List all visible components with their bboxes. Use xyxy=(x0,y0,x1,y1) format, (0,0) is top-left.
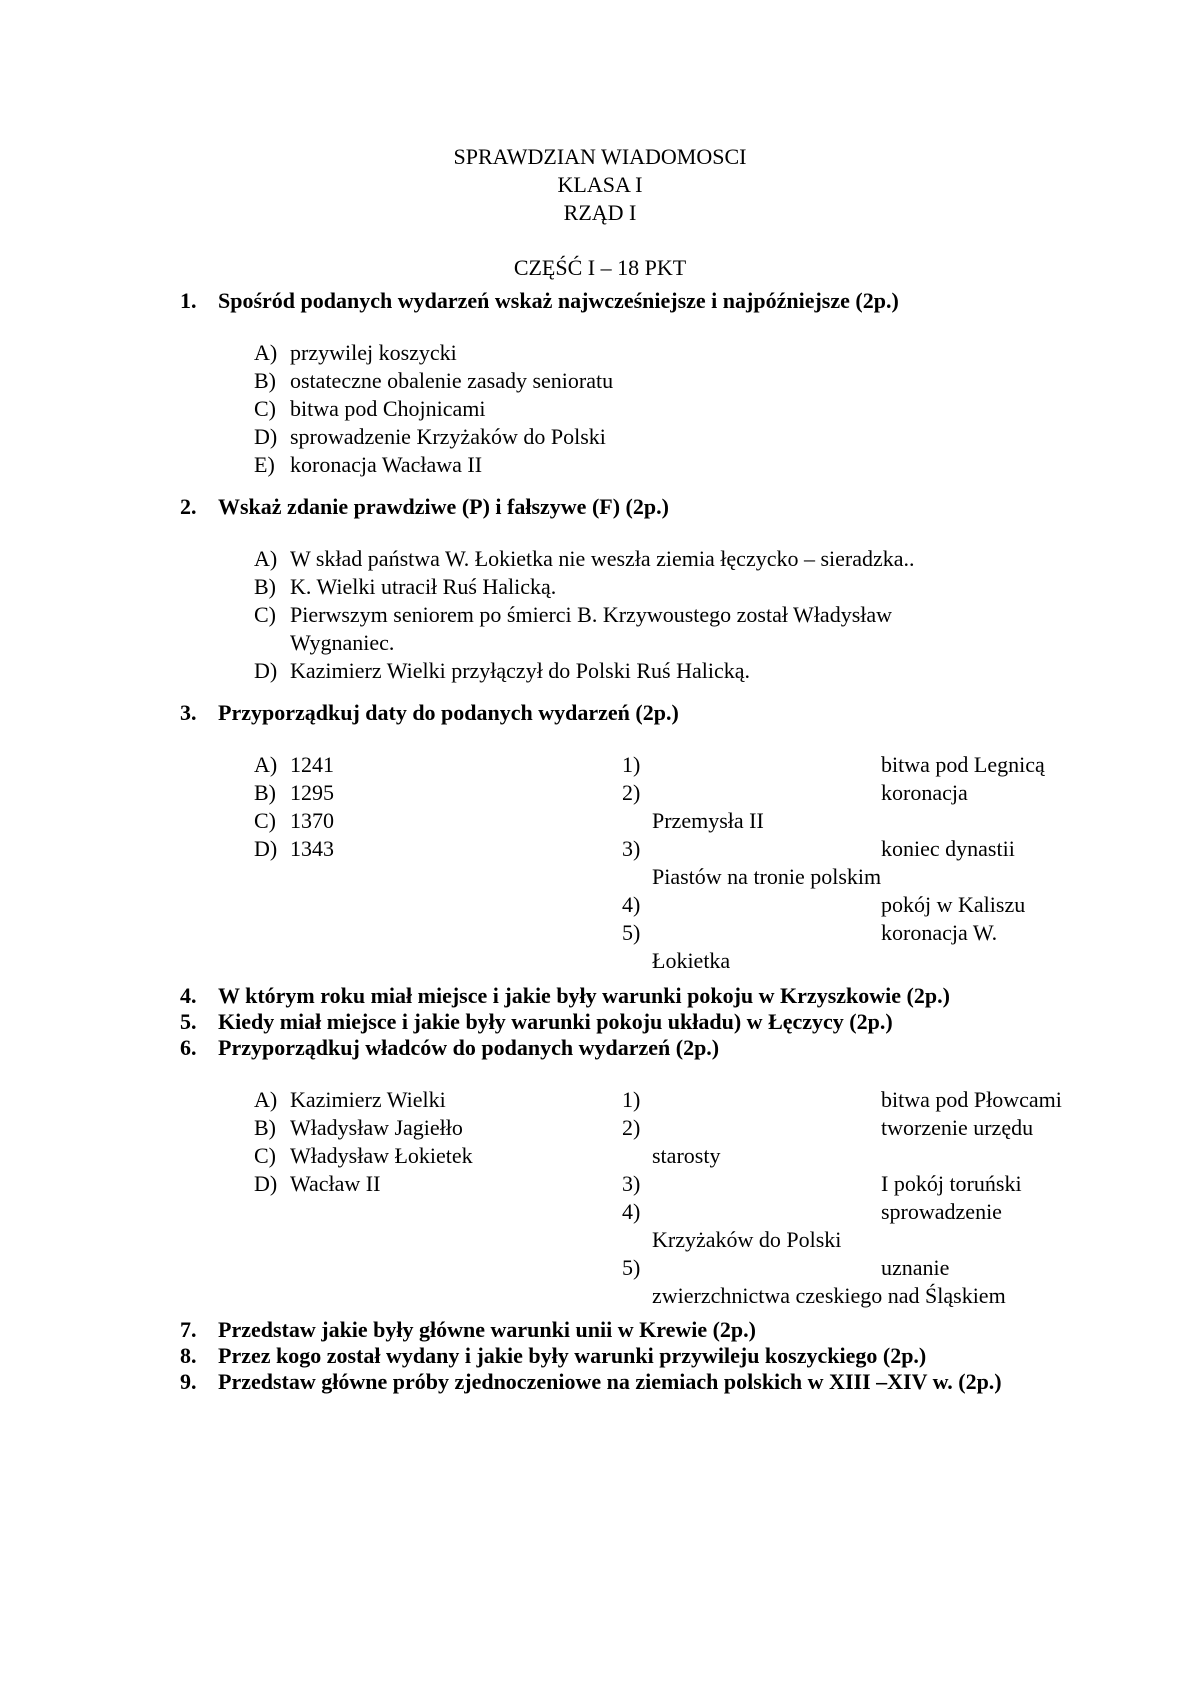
option-text: Kazimierz Wielki przyłączył do Polski Ruś Halicką. xyxy=(290,658,750,683)
event-text: koniec dynastii Piastów na tronie polskim xyxy=(652,836,1015,889)
event-text: bitwa pod Legnicą xyxy=(881,752,1045,777)
event-item xyxy=(622,1114,1062,1170)
event-item xyxy=(622,1254,1062,1310)
question-text: Przez kogo został wydany i jakie były warunki przywileju koszyckiego (2p.) xyxy=(218,1343,927,1368)
option xyxy=(254,545,970,573)
question-3-events xyxy=(622,751,1062,975)
event-item xyxy=(622,1170,1062,1198)
option-text: Kazimierz Wielki xyxy=(290,1087,446,1112)
option-letter: B) xyxy=(254,1115,276,1140)
question-9 xyxy=(180,1368,1070,1396)
option-text: Władysław Łokietek xyxy=(290,1143,473,1168)
option-text: Władysław Jagiełło xyxy=(290,1115,463,1140)
question-number: 7. xyxy=(180,1317,197,1342)
question-text: Spośród podanych wydarzeń wskaż najwcześniejsze i najpóźniejsze (2p.) xyxy=(218,288,899,313)
event-text: pokój w Kaliszu xyxy=(881,892,1026,917)
event-text: koronacja W. Łokietka xyxy=(652,920,998,973)
question-4 xyxy=(180,982,1080,1010)
option-letter: D) xyxy=(254,424,278,449)
option-letter: A) xyxy=(254,1087,278,1112)
option-letter: B) xyxy=(254,780,276,805)
event-item xyxy=(622,919,1062,975)
event-text: bitwa pod Płowcami xyxy=(881,1087,1062,1112)
option-text: sprowadzenie Krzyżaków do Polski xyxy=(290,424,606,449)
question-text: Przedstaw główne próby zjednoczeniowe na ziemiach polskich w XIII –XIV w. (2p.) xyxy=(218,1369,1002,1394)
class-label: KLASA I xyxy=(557,172,643,197)
option-letter: A) xyxy=(254,340,278,365)
option-text: W skład państwa W. Łokietka nie weszła ziemia łęczycko – sieradzka.. xyxy=(290,546,915,571)
question-number: 6. xyxy=(180,1035,197,1060)
question-8 xyxy=(180,1342,1080,1370)
group-label: RZĄD I xyxy=(563,200,637,225)
option-text: bitwa pod Chojnicami xyxy=(290,396,486,421)
event-number: 2) xyxy=(622,780,641,805)
event-item xyxy=(622,835,1062,891)
event-item xyxy=(622,891,1062,919)
event-item xyxy=(622,1198,1062,1254)
document-title: SPRAWDZIAN WIADOMOSCI xyxy=(453,144,747,169)
option-letter: A) xyxy=(254,546,278,571)
part-heading: CZĘŚĆ I – 18 PKT xyxy=(513,255,687,280)
option-letter: D) xyxy=(254,658,278,683)
option-letter: D) xyxy=(254,836,278,861)
option-text: 1343 xyxy=(290,836,334,861)
option-text: ostateczne obalenie zasady senioratu xyxy=(290,368,614,393)
event-number: 4) xyxy=(622,892,641,917)
question-number: 1. xyxy=(180,288,197,313)
question-text: Kiedy miał miejsce i jakie były warunki pokoju układu) w Łęczycy (2p.) xyxy=(218,1009,893,1034)
option-letter: C) xyxy=(254,1143,276,1168)
question-text: Przedstaw jakie były główne warunki unii w Krewie (2p.) xyxy=(218,1317,756,1342)
option-text: Wacław II xyxy=(290,1171,381,1196)
event-item xyxy=(622,1086,1062,1114)
option-text: 1241 xyxy=(290,752,334,777)
option-letter: E) xyxy=(254,452,275,477)
question-text: Przyporządkuj daty do podanych wydarzeń (2p.) xyxy=(218,700,679,725)
option-letter: C) xyxy=(254,396,276,421)
event-number: 4) xyxy=(622,1199,641,1224)
option-letter: C) xyxy=(254,602,276,627)
event-item xyxy=(622,751,1062,779)
question-6 xyxy=(180,1034,1080,1062)
question-number: 8. xyxy=(180,1343,197,1368)
question-number: 3. xyxy=(180,700,197,725)
event-text: uznanie zwierzchnictwa czeskiego nad Śląskiem xyxy=(652,1255,1006,1308)
event-text: tworzenie urzędu starosty xyxy=(652,1115,1034,1168)
question-text: Przyporządkuj władców do podanych wydarzeń (2p.) xyxy=(218,1035,720,1060)
option xyxy=(254,573,970,601)
question-number: 4. xyxy=(180,983,197,1008)
question-5 xyxy=(180,1008,1080,1036)
question-6-events xyxy=(622,1086,1062,1310)
event-text: sprowadzenie Krzyżaków do Polski xyxy=(652,1199,1002,1252)
option-letter: B) xyxy=(254,574,276,599)
event-number: 1) xyxy=(622,1087,641,1112)
option-letter: B) xyxy=(254,368,276,393)
option-letter: C) xyxy=(254,808,276,833)
question-number: 2. xyxy=(180,494,197,519)
event-number: 3) xyxy=(622,836,641,861)
option-text: Pierwszym seniorem po śmierci B. Krzywoustego został Władysław Wygnaniec. xyxy=(290,602,893,655)
question-text: Wskaż zdanie prawdziwe (P) i fałszywe (F) (2p.) xyxy=(218,494,669,519)
question-1 xyxy=(180,287,1080,315)
event-item xyxy=(622,779,1062,835)
question-2-options xyxy=(254,545,970,685)
question-number: 5. xyxy=(180,1009,197,1034)
question-2 xyxy=(180,493,1080,521)
option-text: 1370 xyxy=(290,808,334,833)
event-number: 1) xyxy=(622,752,641,777)
option-letter: D) xyxy=(254,1171,278,1196)
option xyxy=(254,601,970,657)
option-text: K. Wielki utracił Ruś Halicką. xyxy=(290,574,557,599)
option xyxy=(254,657,970,685)
event-text: I pokój toruński xyxy=(881,1171,1022,1196)
event-number: 2) xyxy=(622,1115,641,1140)
option-text: koronacja Wacława II xyxy=(290,452,483,477)
event-number: 5) xyxy=(622,1255,641,1280)
event-number: 3) xyxy=(622,1171,641,1196)
event-number: 5) xyxy=(622,920,641,945)
option-text: przywilej koszycki xyxy=(290,340,457,365)
question-7 xyxy=(180,1316,1080,1344)
question-text: W którym roku miał miejsce i jakie były warunki pokoju w Krzyszkowie (2p.) xyxy=(218,983,950,1008)
question-3 xyxy=(180,699,1080,727)
question-number: 9. xyxy=(180,1369,197,1394)
header xyxy=(0,143,1200,227)
event-text: koronacja Przemysła II xyxy=(652,780,968,833)
option-text: 1295 xyxy=(290,780,334,805)
option-letter: A) xyxy=(254,752,278,777)
